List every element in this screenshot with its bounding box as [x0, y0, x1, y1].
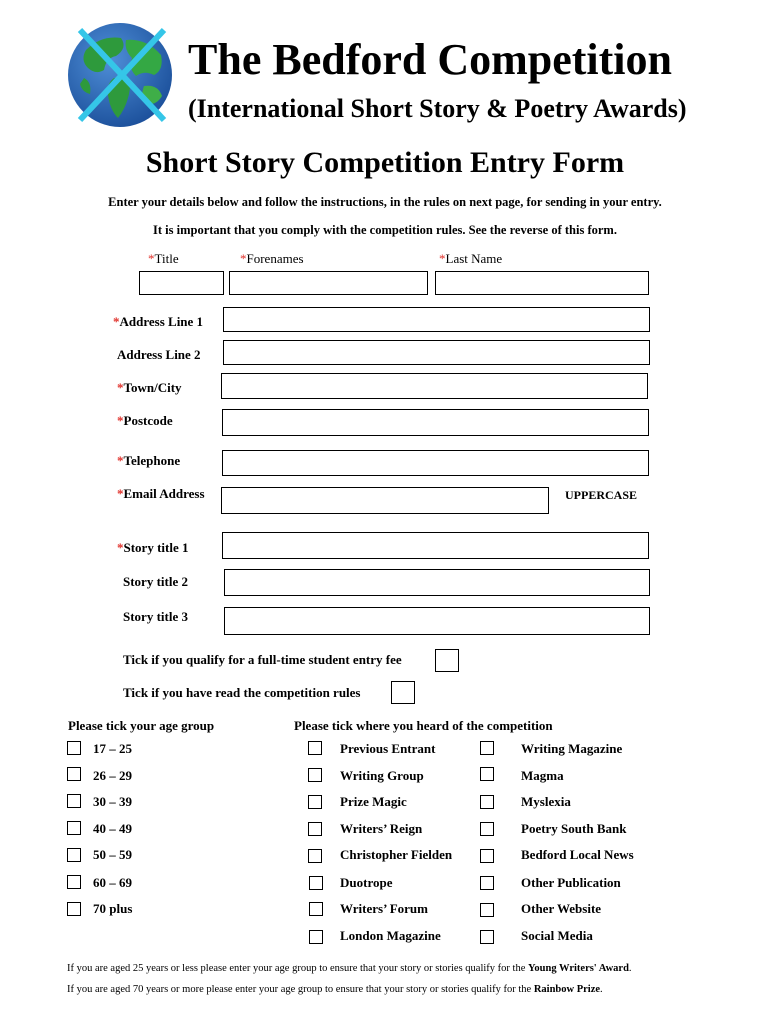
age-checkbox[interactable] — [67, 794, 81, 808]
email-input[interactable] — [221, 487, 549, 514]
story-title-3-label: Story title 3 — [123, 609, 188, 624]
age-option: 17 – 25 — [93, 741, 132, 756]
story-title-3-input[interactable] — [224, 607, 650, 635]
student-fee-label: Tick if you qualify for a full-time student entry fee — [123, 652, 402, 667]
telephone-label: *Telephone — [117, 453, 181, 468]
address-line-2-input[interactable] — [223, 340, 650, 365]
heard-checkbox[interactable] — [309, 902, 323, 916]
heard-option: Writers’ Forum — [340, 901, 428, 916]
age-checkbox[interactable] — [67, 821, 81, 835]
globe-logo — [66, 20, 174, 130]
form-title: Short Story Competition Entry Form — [145, 146, 625, 179]
heard-checkbox[interactable] — [480, 767, 494, 781]
town-city-input[interactable] — [221, 373, 648, 399]
heard-option: Previous Entrant — [340, 741, 436, 756]
age-option: 30 – 39 — [93, 794, 132, 809]
competition-subtitle: (International Short Story & Poetry Awards) — [188, 94, 687, 123]
heard-checkbox[interactable] — [480, 795, 494, 809]
footer-note-young: If you are aged 25 years or less please enter your age group to ensure that your story or stories qualify for the Young Writers' Award. — [67, 963, 632, 974]
heard-checkbox[interactable] — [480, 741, 494, 755]
story-title-2-label: Story title 2 — [123, 574, 188, 589]
heard-option: Myslexia — [521, 794, 571, 809]
heard-option: Other Publication — [521, 875, 621, 890]
heard-heading: Please tick where you heard of the competition — [294, 718, 553, 733]
heard-option: Writers’ Reign — [340, 821, 423, 836]
age-checkbox[interactable] — [67, 848, 81, 862]
age-checkbox[interactable] — [67, 741, 81, 755]
heard-checkbox[interactable] — [480, 930, 494, 944]
heard-checkbox[interactable] — [309, 930, 323, 944]
heard-option: Poetry South Bank — [521, 821, 627, 836]
student-fee-checkbox[interactable] — [435, 649, 459, 672]
heard-checkbox[interactable] — [480, 903, 494, 917]
competition-title: The Bedford Competition — [188, 35, 672, 84]
age-option: 50 – 59 — [93, 847, 132, 862]
uppercase-note: UPPERCASE — [565, 488, 638, 502]
age-checkbox[interactable] — [67, 875, 81, 889]
last-name-input[interactable] — [435, 271, 649, 295]
age-option: 26 – 29 — [93, 768, 132, 783]
read-rules-checkbox[interactable] — [391, 681, 415, 704]
address-line-1-label: *Address Line 1 — [113, 314, 204, 329]
heard-option: Prize Magic — [340, 794, 407, 809]
heard-option: Writing Group — [340, 768, 424, 783]
title-label: *Title — [148, 251, 179, 266]
telephone-input[interactable] — [222, 450, 649, 476]
instruction-line-1: Enter your details below and follow the instructions, in the rules on next page, for sending in your entry. — [108, 195, 662, 209]
age-option: 70 plus — [93, 901, 133, 916]
heard-option: Writing Magazine — [521, 741, 623, 756]
age-option: 60 – 69 — [93, 875, 132, 890]
story-title-1-label: *Story title 1 — [117, 540, 189, 555]
age-checkbox[interactable] — [67, 902, 81, 916]
forenames-label: *Forenames — [240, 251, 304, 266]
heard-option: Other Website — [521, 901, 602, 916]
postcode-input[interactable] — [222, 409, 649, 436]
heard-checkbox[interactable] — [308, 822, 322, 836]
instruction-line-2: It is important that you comply with the competition rules. See the reverse of this form. — [153, 223, 617, 237]
heard-checkbox[interactable] — [308, 768, 322, 782]
read-rules-label: Tick if you have read the competition rules — [123, 685, 361, 700]
heard-option: Bedford Local News — [521, 847, 634, 862]
heard-checkbox[interactable] — [480, 876, 494, 890]
address-line-1-input[interactable] — [223, 307, 650, 332]
forenames-input[interactable] — [229, 271, 428, 295]
age-group-heading: Please tick your age group — [68, 718, 215, 733]
heard-checkbox[interactable] — [308, 795, 322, 809]
heard-checkbox[interactable] — [480, 822, 494, 836]
heard-option: Duotrope — [340, 875, 393, 890]
heard-option: Social Media — [521, 928, 593, 943]
age-checkbox[interactable] — [67, 767, 81, 781]
footer-note-rainbow: If you are aged 70 years or more please enter your age group to ensure that your story or stories qualify for the Rainbow Prize. — [67, 984, 603, 995]
postcode-label: *Postcode — [117, 413, 173, 428]
story-title-1-input[interactable] — [222, 532, 649, 559]
age-option: 40 – 49 — [93, 821, 132, 836]
town-city-label: *Town/City — [117, 380, 182, 395]
heard-option: London Magazine — [340, 928, 441, 943]
heard-checkbox[interactable] — [308, 849, 322, 863]
email-label: *Email Address — [117, 486, 205, 501]
heard-option: Christopher Fielden — [340, 847, 453, 862]
heard-option: Magma — [521, 768, 564, 783]
heard-checkbox[interactable] — [308, 741, 322, 755]
last-name-label: *Last Name — [439, 251, 503, 266]
story-title-2-input[interactable] — [224, 569, 650, 596]
address-line-2-label: Address Line 2 — [117, 347, 201, 362]
title-input[interactable] — [139, 271, 224, 295]
heard-checkbox[interactable] — [309, 876, 323, 890]
heard-checkbox[interactable] — [480, 849, 494, 863]
